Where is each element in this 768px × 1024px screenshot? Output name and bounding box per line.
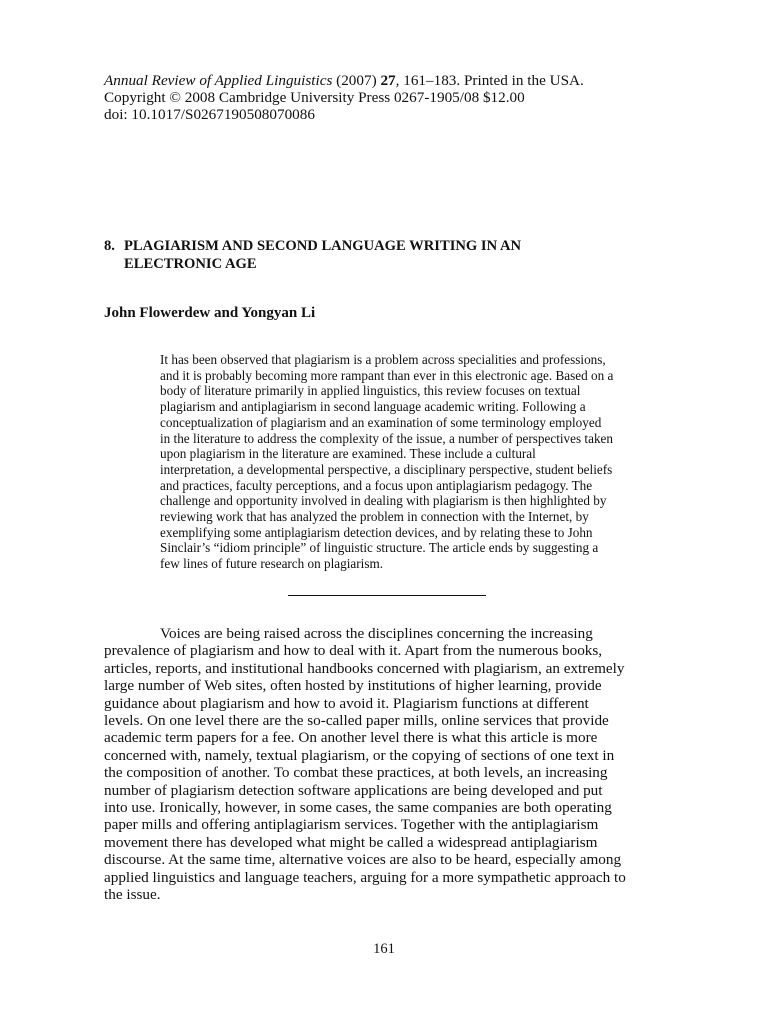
copyright-line: Copyright © 2008 Cambridge University Press 0267-1905/08 $12.00: [104, 89, 525, 106]
chapter-number: 8.: [104, 238, 115, 254]
body-line: Voices are being raised across the disciplines concerning the increasing: [160, 625, 593, 642]
chapter-title-line-1: [104, 237, 664, 255]
abstract-line: few lines of future research on plagiarism.: [160, 556, 384, 572]
citation-header: [104, 72, 704, 123]
section-divider: [288, 595, 486, 596]
body-line: articles, reports, and institutional handbooks concerned with plagiarism, an extremely: [104, 659, 625, 677]
page-number: 161: [373, 941, 395, 957]
abstract-line: conceptualization of plagiarism and an examination of some terminology employed: [160, 414, 602, 430]
body-line: movement there has developed what might be called a widespread antiplagiarism: [104, 833, 598, 851]
body-line: number of plagiarism detection software applications are being developed and put: [104, 781, 603, 799]
author-names: John Flowerdew and Yongyan Li: [104, 305, 316, 321]
abstract-line: It has been observed that plagiarism is a problem across specialities and professions,: [160, 352, 606, 367]
body-line: large number of Web sites, often hosted by institutions of higher learning, provide: [104, 677, 602, 695]
chapter-title-line-2: ELECTRONIC AGE: [124, 256, 257, 272]
abstract-line: body of literature primarily in applied linguistics, this review focuses on textual: [160, 383, 581, 399]
body-paragraph: [104, 625, 704, 904]
body-line: the issue.: [104, 886, 161, 904]
body-line: discourse. At the same time, alternative voices are also to be heard, especially among: [104, 851, 622, 869]
abstract-line: Sinclair’s “idiom principle” of linguistic structure. The article ends by suggesting a: [160, 540, 599, 556]
chapter-title-text-1: PLAGIARISM AND SECOND LANGUAGE WRITING IN AN: [124, 238, 522, 254]
abstract-line: and it is probably becoming more rampant than ever in this electronic age. Based on a: [160, 367, 614, 383]
body-line: applied linguistics and language teachers, arguing for a more sympathetic approach to: [104, 868, 626, 886]
body-line: prevalence of plagiarism and how to deal with it. Apart from the numerous books,: [104, 642, 603, 660]
abstract-line: exemplifying some antiplagiarism detection devices, and by relating these to John: [160, 524, 593, 540]
abstract: [160, 352, 680, 572]
journal-name: Annual Review of Applied Linguistics: [104, 72, 333, 89]
citation-line: [104, 72, 704, 89]
citation-volume: 27: [380, 72, 396, 89]
abstract-line: plagiarism and antiplagiarism in second language academic writing. Following a: [160, 399, 586, 415]
abstract-line: challenge and opportunity involved in dealing with plagiarism is then highlighted by: [160, 493, 607, 509]
chapter-title: [104, 237, 664, 273]
abstract-line: upon plagiarism in the literature are examined. These include a cultural: [160, 446, 536, 462]
body-line: concerned with, namely, textual plagiarism, or the copying of sections of one text in: [104, 746, 615, 764]
abstract-line: in the literature to address the complexity of the issue, a number of perspectives taken: [160, 430, 613, 446]
body-line: paper mills and offering antiplagiarism services. Together with the antiplagiarism: [104, 816, 599, 834]
body-line: the composition of another. To combat these practices, at both levels, an increasing: [104, 764, 608, 782]
body-line: academic term papers for a fee. On another level there is what this article is more: [104, 729, 598, 747]
body-line: levels. On one level there are the so-called paper mills, online services that provide: [104, 712, 609, 730]
abstract-line: interpretation, a developmental perspective, a disciplinary perspective, student beliefs: [160, 461, 613, 477]
body-line: guidance about plagiarism and how to avoid it. Plagiarism functions at different: [104, 694, 589, 712]
abstract-line: and practices, faculty perceptions, and a focus upon antiplagiarism pedagogy. The: [160, 477, 593, 493]
citation-pages: , 161–183. Printed in the USA.: [395, 72, 584, 89]
abstract-line: reviewing work that has analyzed the problem in connection with the Internet, by: [160, 509, 589, 525]
citation-year: (2007): [332, 72, 381, 89]
doi-line: doi: 10.1017/S0267190508070086: [104, 106, 315, 123]
body-line: into use. Ironically, however, in some cases, the same companies are both operating: [104, 799, 612, 817]
